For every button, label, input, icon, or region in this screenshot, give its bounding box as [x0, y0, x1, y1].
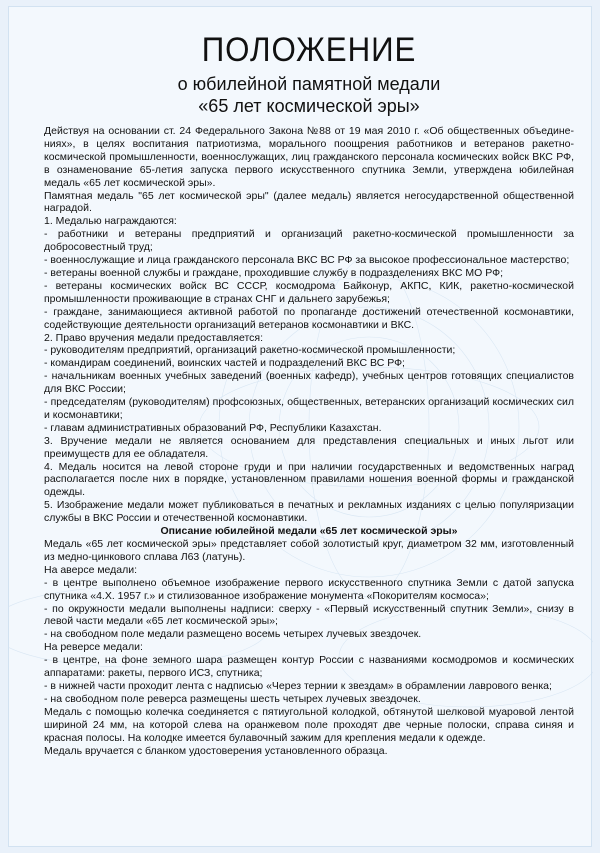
section-3: 3. Вручение медали не является основанием для представления специальных и иных льгот или преимуществ для ее обладателя. — [44, 434, 574, 460]
description-paragraph: - в нижней части проходит лента с надписью «Через тернии к звездам» в обрамлении лаврового венка; — [44, 679, 552, 692]
paragraph: Памятная медаль "65 лет космической эры" (далее медаль) является негосударственной общественной наградой. — [44, 189, 574, 215]
description-paragraph: На реверсе медали: — [44, 641, 143, 654]
description-paragraph: - в центре, на фоне земного шара размещен контур России с названиями космодромов и космических аппаратами: ракеты, первого ИСЗ, спутника; — [44, 654, 574, 680]
list-item: - начальникам военных учебных заведений (военных кафедр), учебных центров готовящих специалистов для ВКС России; — [44, 370, 574, 396]
paragraph-preamble: Действуя на основании ст. 24 Федерального Закона №88 от 19 мая 2010 г. «Об общественных объедине-ниях», в целях воспитания патриотизма, морального поощрения работников и ветеранов ракетно-космической промышленности, военнослужащих, лиц гражданского персонала космических войск ВКС РФ, в ознаменование 65-летия запуска первого искусственного спутника Земли, утверждена юбилейная медаль «65 лет космической эры». — [44, 125, 574, 189]
list-item: - работники и ветераны предприятий и организаций ракетно-космической промышленности за добросовестный труд; — [44, 228, 574, 254]
description-paragraph: - по окружности медали выполнены надписи: сверху - «Первый искусственный спутник Земли», снизу в левой части медали «65 лет космической эры»; — [44, 602, 574, 628]
list-item: - командирам соединений, воинских частей и подразделений ВКС ВС РФ; — [44, 357, 405, 370]
description-paragraph: - в центре выполнено объемное изображение первого искусственного спутника Земли с датой запуска спутника «4.Х. 1957 г.» и стилизованное изображение монумента «Покорителям космоса»; — [44, 576, 574, 602]
document-content — [44, 33, 574, 757]
page-title: ПОЛОЖЕНИЕ — [201, 31, 417, 69]
description-paragraph: Медаль вручается с бланком удостоверения установленного образца. — [44, 744, 388, 757]
subtitle-line-2: «65 лет космической эры» — [198, 96, 420, 116]
description-paragraph: Медаль с помощью колечка соединяется с пятиугольной колодкой, обтянутой шелковой муаровой лентой шириной 24 мм, на которой слева на оранжевом поле проходят две черные полоски, справа синяя и красная полосы. На колодке имеется булавочный зажим для крепления медали к одежде. — [44, 705, 574, 744]
section-1-heading: 1. Медалью награждаются: — [44, 215, 177, 228]
list-item: - граждане, занимающиеся активной работой по пропаганде достижений отечественной космонавтики, содействующие деятельности организаций ветеранов космонавтики и ВКС. — [44, 305, 574, 331]
section-4: 4. Медаль носится на левой стороне груди и при наличии государственных и ведомственных наград располагается после них в порядке, установленном правилами ношения военной формы и гражданской одежды. — [44, 460, 574, 499]
description-paragraph: На аверсе медали: — [44, 563, 138, 576]
list-item: - руководителям предприятий, организаций ракетно-космической промышленности; — [44, 344, 456, 357]
list-item: - ветераны военной службы и граждане, проходившие службу в подразделениях ВКС МО РФ; — [44, 266, 504, 279]
description-heading: Описание юбилейной медали «65 лет космической эры» — [160, 525, 458, 538]
description-paragraph: Медаль «65 лет космической эры» представляет собой золотистый круг, диаметром 32 мм, изготовленный из медно-цинкового сплава Л63 (латунь). — [44, 538, 574, 563]
document-page — [8, 6, 592, 847]
description-paragraph: - на свободном поле реверса размещены шесть четырех лучевых звездочек. — [44, 692, 421, 705]
list-item: - главам административных образований РФ, Республики Казахстан. — [44, 421, 382, 434]
section-2-heading: 2. Право вручения медали предоставляется: — [44, 331, 264, 344]
list-item: - председателям (руководителям) профсоюзных, общественных, ветеранских организаций космических сил и космонавтики; — [44, 396, 574, 421]
description-paragraph: - на свободном поле медали размещено восемь четырех лучевых звездочек. — [44, 628, 422, 641]
list-item: - ветераны космических войск ВС СССР, космодрома Байконур, АКПС, КИК, ракетно-космической промышленности проживающие в странах СНГ и дальнего зарубежья; — [44, 279, 574, 305]
list-item: - военнослужащие и лица гражданского персонала ВКС ВС РФ за высокое профессиональное мастерство; — [44, 254, 570, 267]
subtitle-line-1: о юбилейной памятной медали — [177, 74, 441, 94]
section-5: 5. Изображение медали может публиковаться в печатных и рекламных изданиях с целью популяризации службы в ВКС России и отечественной космонавтики. — [44, 499, 574, 525]
document-body — [44, 125, 574, 757]
